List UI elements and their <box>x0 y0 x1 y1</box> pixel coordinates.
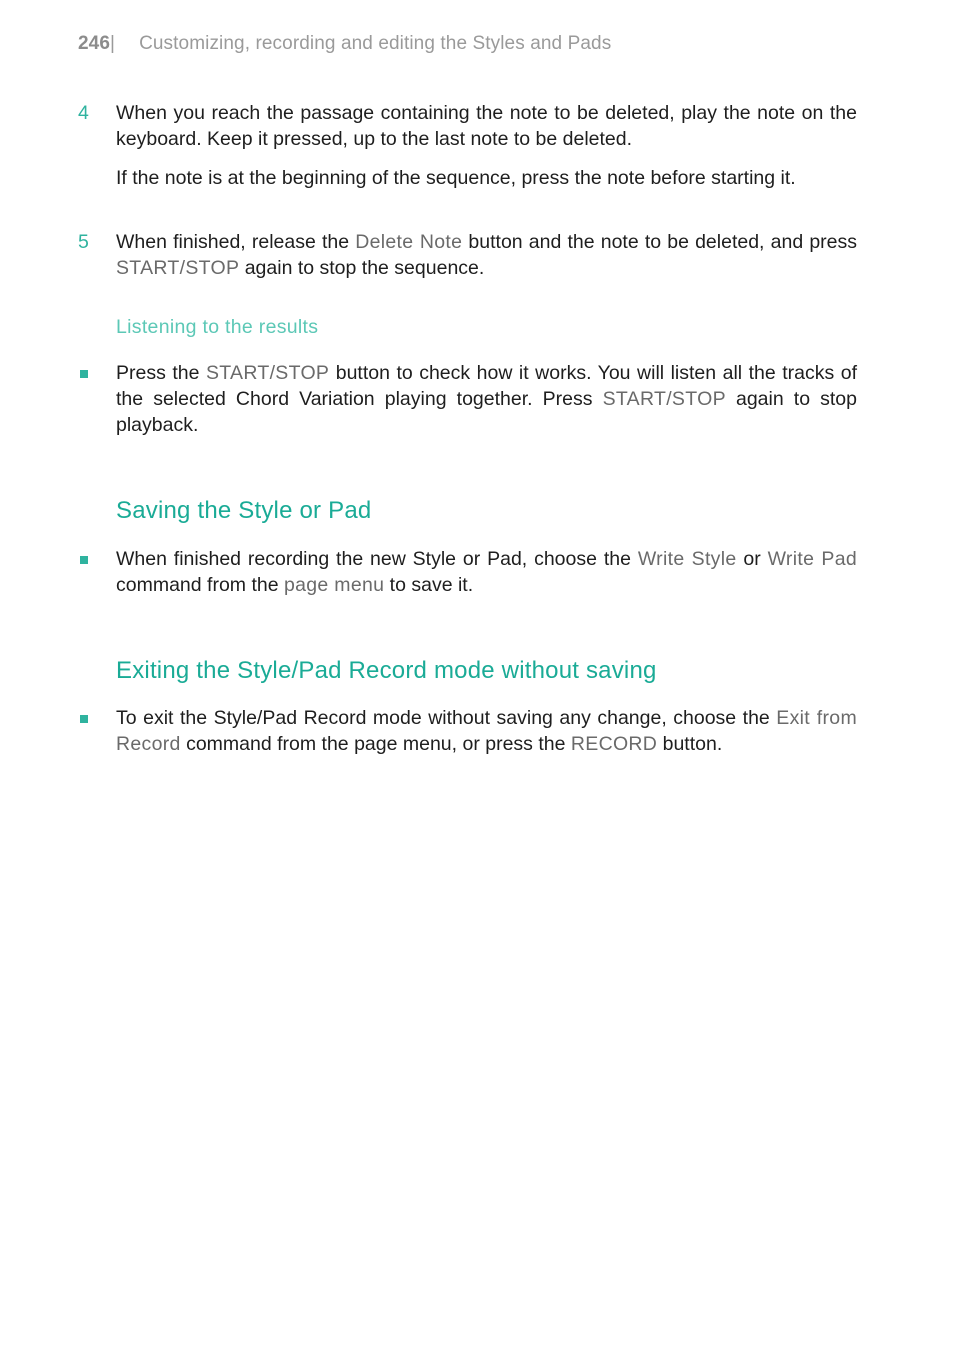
saving-text <box>116 546 857 598</box>
start-stop-button-ref: START/STOP <box>602 388 726 410</box>
listening-text <box>116 360 857 438</box>
running-header <box>78 33 611 55</box>
saving-text-part: command from the <box>116 574 284 596</box>
step-5-text-part: button and the note to be deleted, and press <box>462 231 857 253</box>
write-style-command-ref: Write Style <box>637 548 737 570</box>
step-5-text <box>116 229 857 281</box>
record-button-ref: RECORD <box>570 733 658 755</box>
page-menu-ref: page menu <box>283 574 385 596</box>
step-4-note: If the note is at the beginning of the sequence, press the note before starting it. <box>116 167 796 189</box>
exiting-heading: Exiting the Style/Pad Record mode without saving <box>116 657 657 684</box>
exit-from-record-command-ref: Exit from Record <box>116 707 858 755</box>
saving-text-part: When finished recording the new Style or Pad, choose the <box>116 548 638 570</box>
exiting-bullet-icon <box>80 715 88 723</box>
saving-heading: Saving the Style or Pad <box>116 497 372 524</box>
step-4-number: 4 <box>78 102 89 124</box>
saving-bullet-icon <box>80 556 88 564</box>
header-separator: | <box>110 33 116 54</box>
exiting-text-part: To exit the Style/Pad Record mode without saving any change, choose the <box>116 707 777 729</box>
exiting-text-part: button. <box>657 733 723 755</box>
start-stop-button-ref: START/STOP <box>205 362 330 384</box>
header-section-title: Customizing, recording and editing the Styles and Pads <box>139 33 612 54</box>
exiting-text-part: command from the page menu, or press the <box>180 733 571 755</box>
listening-text-part: again to stop playback. <box>116 388 857 436</box>
page-number: 246 <box>78 33 111 54</box>
step-5-number: 5 <box>78 231 89 253</box>
saving-text-part: to save it. <box>384 574 474 596</box>
listening-bullet-icon <box>80 370 88 378</box>
delete-note-button-ref: Delete Note <box>355 231 463 253</box>
step-4-text: When you reach the passage containing the note to be deleted, play the note on the keyboard. Keep it pressed, up to the last note to be deleted. <box>116 102 857 150</box>
start-stop-button-ref: START/STOP <box>116 257 240 279</box>
step-5-text-part: When finished, release the <box>116 231 356 253</box>
listening-text-part: Press the <box>116 362 206 384</box>
exiting-text <box>116 705 857 757</box>
write-pad-command-ref: Write Pad <box>767 548 857 570</box>
saving-text-part: or <box>736 548 768 570</box>
listening-heading: Listening to the results <box>116 316 319 338</box>
step-5-text-part: again to stop the sequence. <box>239 257 485 279</box>
listening-text-part: button to check how it works. You will listen all the tracks of the selected Chord Variation playing together. Press <box>116 362 857 410</box>
